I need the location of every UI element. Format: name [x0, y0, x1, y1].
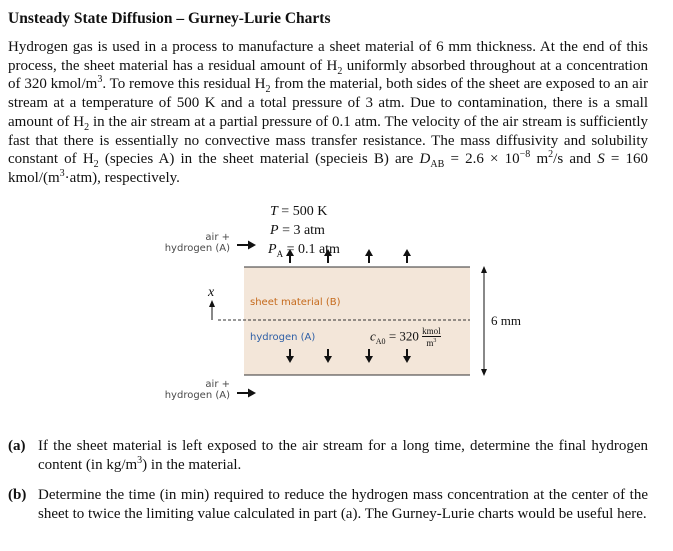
- question-b-text: Determine the time (in min) required to reduce the hydrogen mass concentration at the center of the sheet to twice the limiting value calculated in part (a). The Gurney-Lurie charts would be useful here.: [38, 487, 648, 522]
- question-a-text: If the sheet material is left exposed to the air stream for a long time, determine the final hydrogen content (in $kg/m^3$) in the material.: [38, 438, 648, 473]
- question-a-label: (a): [8, 438, 26, 454]
- sheet-rect: [244, 267, 470, 375]
- pressure-label: P = 3 atm: [270, 223, 325, 238]
- sheet-material-label: sheet material (B): [250, 297, 341, 308]
- x-axis-arrowhead: [209, 300, 215, 307]
- temperature-label: T = 500 K: [270, 204, 328, 219]
- question-b-label: (b): [8, 487, 27, 503]
- problem-statement: Hydrogen gas is used in a process to manufacture a sheet material of 6 mm thickness. At the end of this process, the sheet material has a residual amount of $H_2$ uniformly absorbed throughout at a concentration of 320 kmol/$m^3$. To remove this residual $H_2$ from the material, both sides of the sheet are exposed to an air stream at a temperature of 500 K and a total pressure of 3 atm. Due to contamination, there is a small amount of $H_2$ in the air stream at a partial pressure of 0.1 atm. The velocity of the air stream is sufficiently fast that there is essentially no convective mass transfer resistance. The mass diffusivity and solubility constant of $H_2$ (species A) in the sheet material (specieis B) are $D_{AB} = 2.6 \times 10^{-8}$ $m^2/s$ and S = 160 kmol/$(m^3\cdot atm)$, respectively.: [8, 39, 649, 186]
- partial-pressure-label: $P_A = 0.1$ atm: [268, 242, 340, 259]
- question-a: [8, 437, 648, 474]
- air-arrow-top: [237, 241, 256, 250]
- page-title: Unsteady State Diffusion – Gurney-Lurie Charts: [8, 10, 331, 27]
- air-arrow-bottom: [237, 389, 256, 398]
- air-label-bottom: air + hydrogen (A): [164, 379, 230, 401]
- x-axis-label: x: [208, 285, 215, 300]
- air-label-top: air + hydrogen (A): [164, 232, 230, 254]
- concentration-label: $c_{A0} = 320$ kmol $m^3$: [370, 326, 441, 348]
- hydrogen-inside-label: hydrogen (A): [250, 332, 316, 343]
- thickness-arrow-top: [481, 266, 487, 273]
- thickness-label: 6 mm: [491, 313, 521, 328]
- thickness-arrow-bottom: [481, 369, 487, 376]
- question-b: [8, 486, 648, 523]
